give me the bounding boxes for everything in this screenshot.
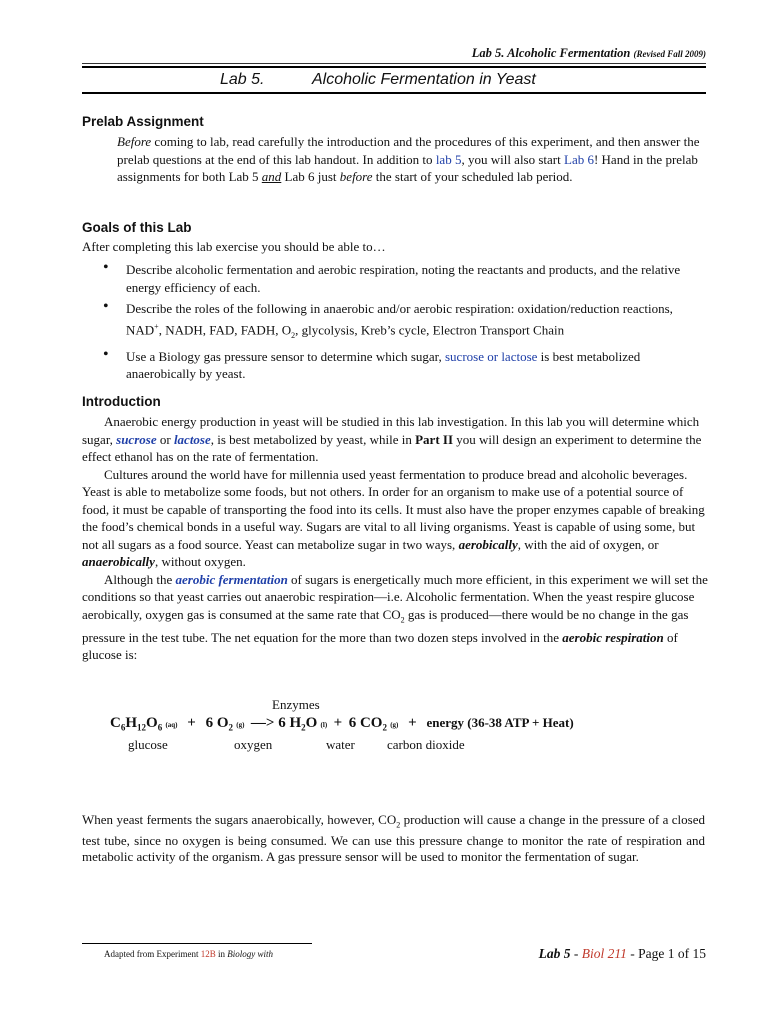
label-water: water (326, 737, 355, 752)
intro-paragraph-2: Cultures around the world have for millennia used yeast fermentation to produce bread and alcoholic beverages. Yeast is able to metabolize some foods, but not others. In order for an organism to make use of a potential source of food, it must be capable of transporting the food into its cells. It must also have the proper enzymes capable of breaking the food’s chemical bonds in a useful way. Sugars are vital to all living organisms. Yeast is capable of using some, but not all sugars as a food source. Yeast can metabolize sugar in two ways, aerobically, with the aid of oxygen, or anaerobically, without oxygen. (82, 466, 705, 569)
label-glucose: glucose (128, 737, 168, 752)
prelab-paragraph: Before coming to lab, read carefully the introduction and the procedures of this experiment, and then answer the prelab questions at the end of this lab handout. In addition to lab 5, you will also start Lab 6! Hand in the prelab assignments for both Lab 5 and Lab 6 just before the start of your scheduled lab period. (117, 134, 700, 184)
respiration-equation: $C_6H_{12}O_6$ (aq) + 6 $O_2$ (g) —> 6 $H_2O$ (l) + 6 $CO_2$ (g) + energy (36-38 ATP + Heat) (110, 715, 574, 733)
footer-page-info: Lab 5 - Biol 211 - Page 1 of 15 (538, 946, 706, 961)
equation-enzymes-label: Enzymes (272, 697, 320, 712)
lab6-link[interactable]: Lab 6 (564, 151, 594, 167)
intro-paragraph-1: Anaerobic energy production in yeast will be studied in this lab investigation. In this lab you will determine which sugar, sucrose or lactose, is best metabolized by yeast, while in Part II you will design an experiment to determine the effect ethanol has on the rate of fermentation. (82, 414, 702, 464)
introduction-body (82, 413, 712, 664)
closing-paragraph: When yeast ferments the sugars anaerobically, however, $CO_2$ production will cause a change in the pressure of a closed test tube, since no oxygen is being consumed. We can use this pressure change to monitor the rate of respiration and metabolic activity of the organism. A gas pressure sensor will be used to monitor the fermentation of sugar. (82, 812, 705, 864)
introduction-heading: Introduction (82, 394, 161, 409)
title-lab-number: Lab 5. (220, 71, 265, 88)
running-header-title: Lab 5. Alcoholic Fermentation (471, 46, 631, 60)
footer-attribution: Adapted from Experiment 12B in Biology with (104, 949, 274, 959)
running-header-revised: (Revised Fall 2009) (633, 49, 706, 59)
goals-intro: After completing this lab exercise you should be able to… (82, 239, 386, 254)
page-title (82, 66, 706, 94)
sugar-link[interactable]: sucrose or lactose (445, 348, 538, 364)
goals-list (100, 261, 710, 387)
prelab-heading: Prelab Assignment (82, 114, 204, 129)
label-oxygen: oxygen (234, 737, 273, 752)
goals-heading: Goals of this Lab (82, 220, 192, 235)
footer-rule (82, 943, 312, 944)
header-rule (82, 63, 706, 64)
lab5-link[interactable]: lab 5 (435, 151, 462, 167)
running-header (472, 46, 706, 61)
title-lab-name: Alcoholic Fermentation in Yeast (312, 71, 536, 88)
list-item: • Describe the roles of the following in anaerobic and/or aerobic respiration: oxidation/reduction reactions, NAD+, NADH, FAD, FADH, $O_2$, glycolysis, Kreb’s cycle, Electron Transport Chain (103, 298, 673, 340)
label-carbon-dioxide: carbon dioxide (387, 737, 465, 752)
list-item: • Use a Biology gas pressure sensor to determine which sugar, sucrose or lactose is best metabolized anaerobically by yeast. (103, 345, 641, 382)
list-item: • Describe alcoholic fermentation and aerobic respiration, noting the reactants and products, and the relative energy efficiency of each. (103, 259, 681, 295)
intro-paragraph-3: Although the aerobic fermentation of sugars is energetically much more efficient, in this experiment we will set the conditions so that yeast carries out anaerobic respiration—i.e. Alcoholic fermentation. When the yeast respire glucose aerobically, oxygen gas is consumed at the same rate that $CO_2$ gas is produced—there would be no change in the gas pressure in the test tube. The net equation for the more than two dozen steps involved in the aerobic respiration of glucose is: (82, 571, 708, 663)
